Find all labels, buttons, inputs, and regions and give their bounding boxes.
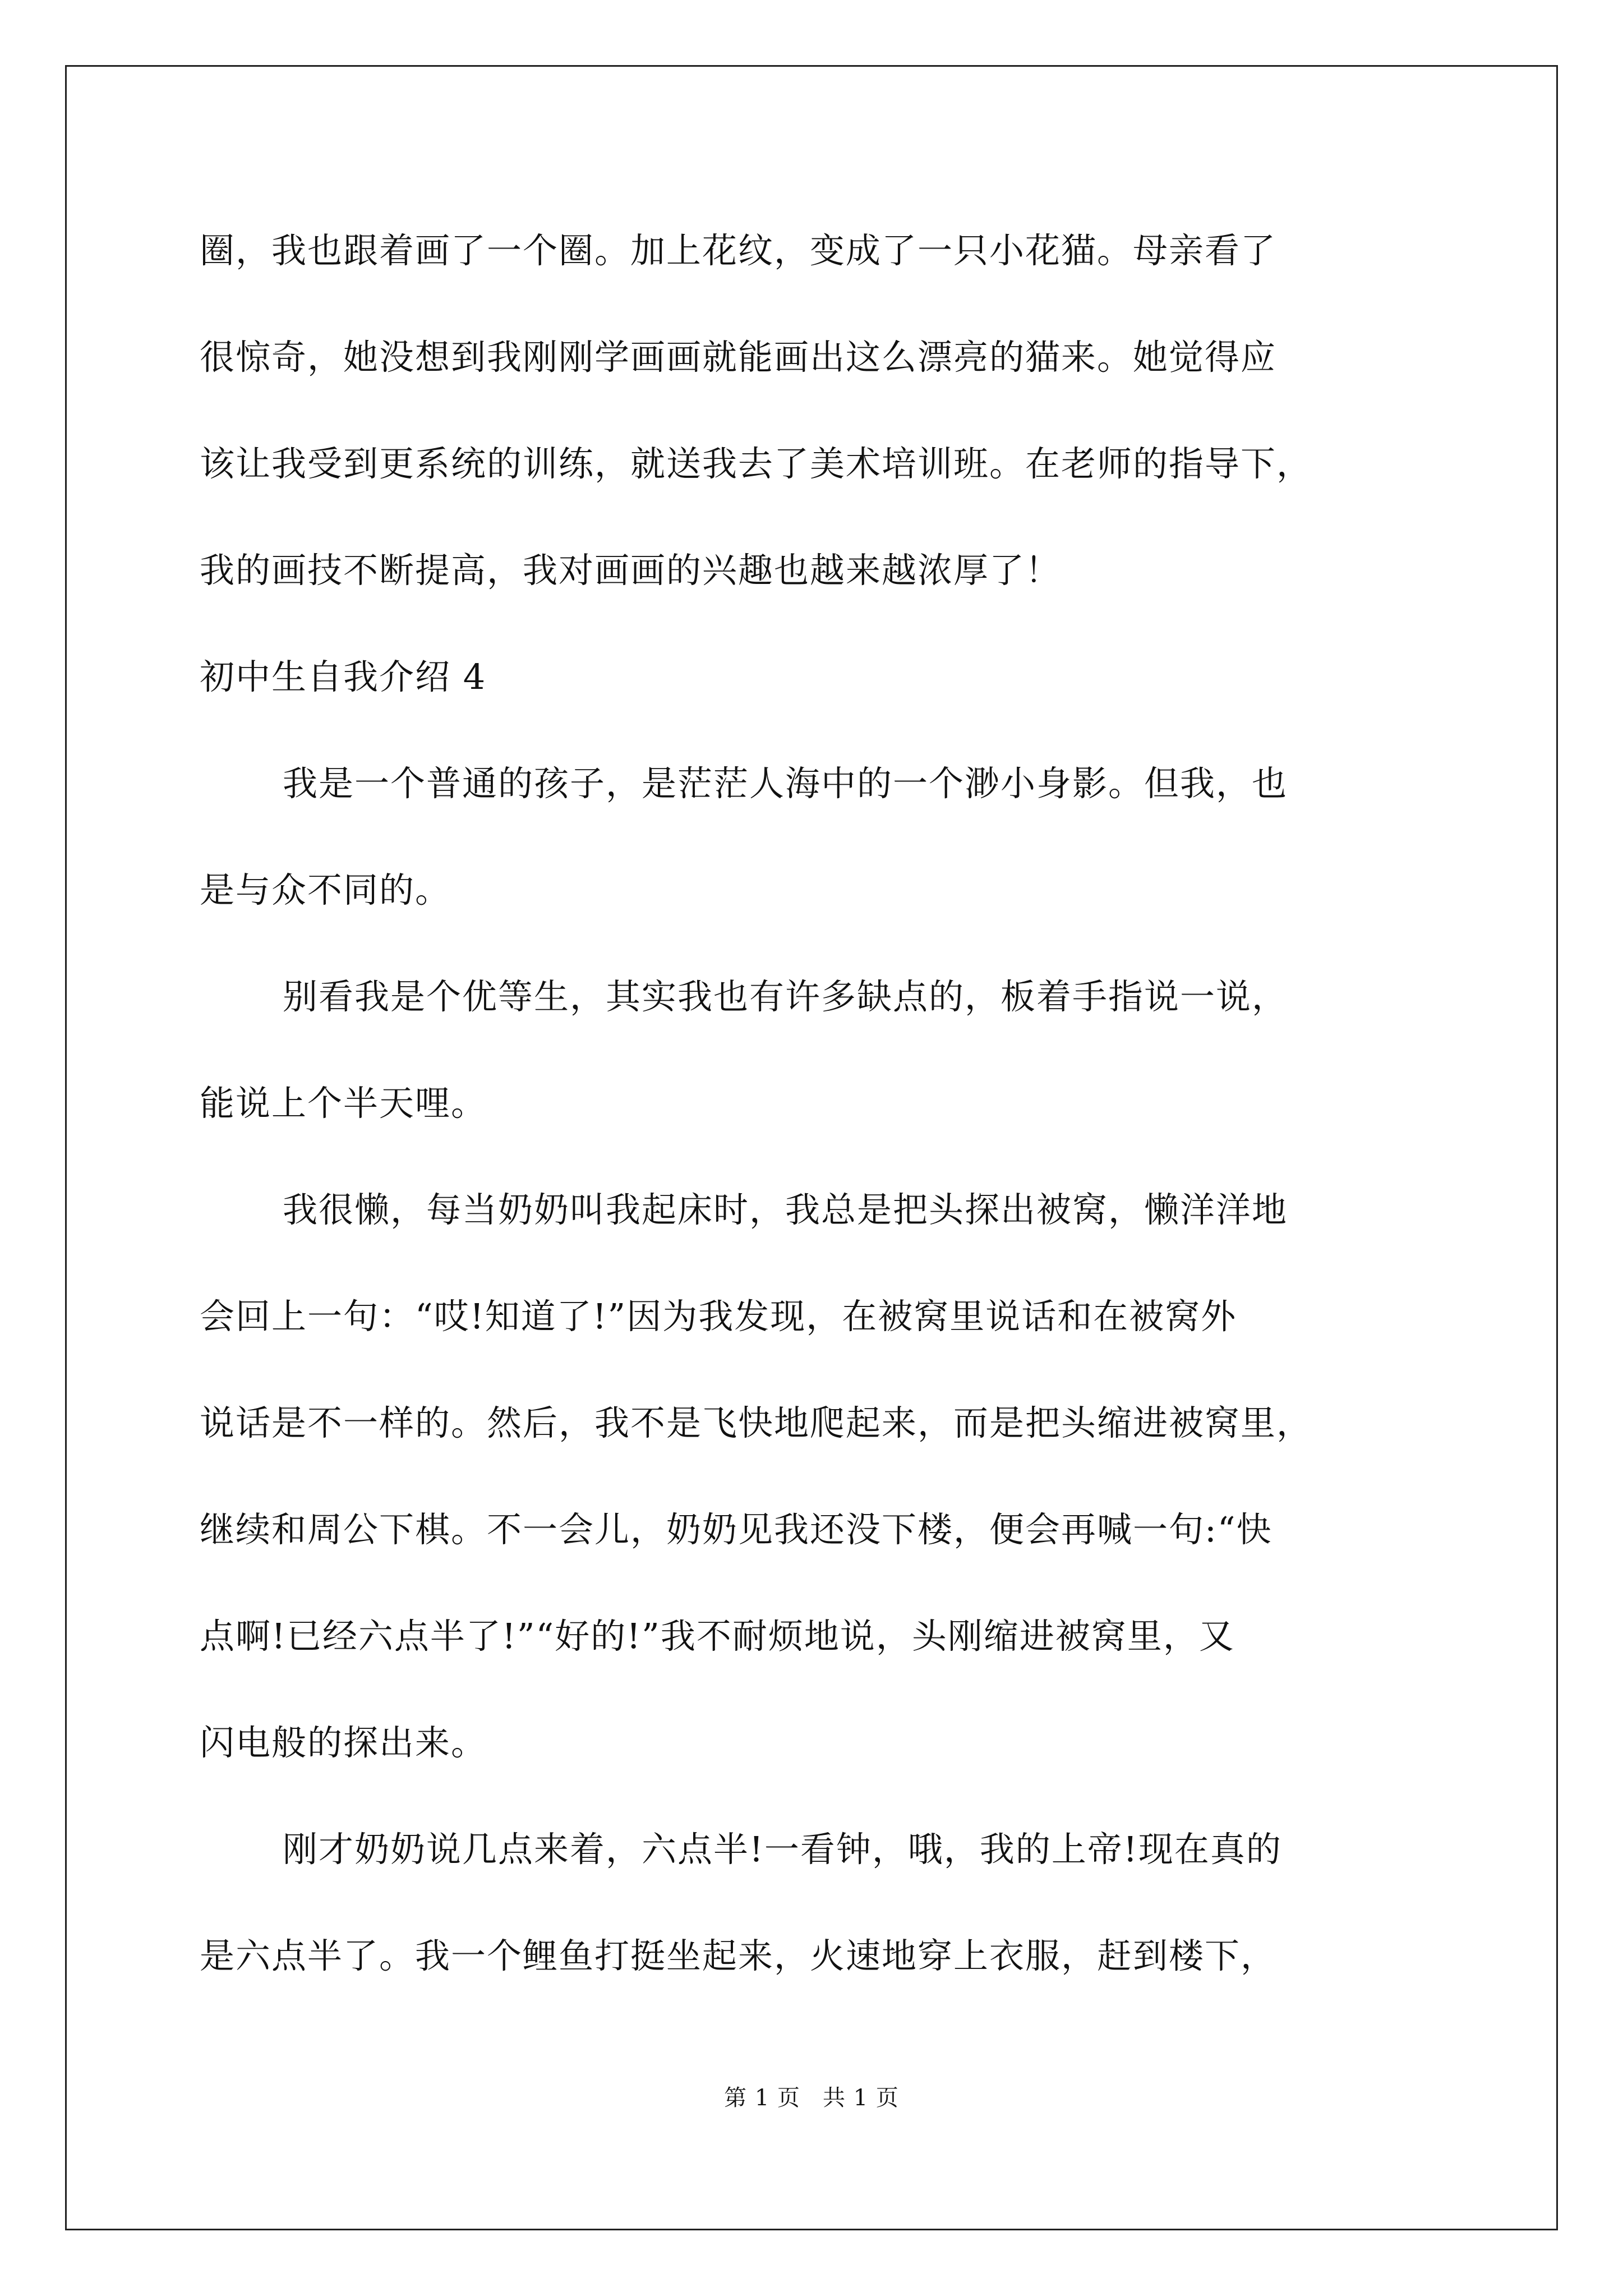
page-number: 第 1 页: [724, 2085, 800, 2111]
document-body: [200, 197, 1467, 2009]
text-line-2: 很惊奇，她没想到我刚刚学画画就能画出这么漂亮的猫来。她觉得应: [200, 337, 1277, 378]
text-line-10: 我很懒，每当奶奶叫我起床时，我总是把头探出被窝，懒洋洋地: [283, 1189, 1288, 1230]
text-line-4: 我的画技不断提高，我对画画的兴趣也越来越浓厚了！: [200, 550, 1062, 591]
text-line-1: 圈，我也跟着画了一个圈。加上花纹，变成了一只小花猫。母亲看了: [200, 230, 1277, 271]
text-line-8: 别看我是个优等生，其实我也有许多缺点的，板着手指说一说，: [283, 976, 1288, 1017]
text-line-13: 继续和周公下棋。不一会儿，奶奶见我还没下楼，便会再喊一句:“快: [200, 1509, 1272, 1550]
text-line-7: 是与众不同的。: [200, 869, 451, 910]
text-line-12: 说话是不一样的。然后，我不是飞快地爬起来，而是把头缩进被窝里，: [200, 1402, 1313, 1443]
text-line-17: 是六点半了。我一个鲤鱼打挺坐起来，火速地穿上衣服，赶到楼下，: [200, 1935, 1277, 1976]
section-heading: 初中生自我介绍 4: [200, 656, 487, 697]
text-line-16: 刚才奶奶说几点来着，六点半!一看钟，哦，我的上帝!现在真的: [283, 1829, 1282, 1870]
text-line-15: 闪电般的探出来。: [200, 1722, 487, 1763]
page-footer: [0, 2081, 1623, 2115]
page-total: 共 1 页: [823, 2085, 899, 2111]
text-line-9: 能说上个半天哩。: [200, 1083, 487, 1124]
text-line-6: 我是一个普通的孩子，是茫茫人海中的一个渺小身影。但我，也: [283, 763, 1288, 804]
text-line-3: 该让我受到更系统的训练，就送我去了美术培训班。在老师的指导下，: [200, 443, 1313, 484]
text-line-11: 会回上一句：“哎!知道了!”因为我发现，在被窝里说话和在被窝外: [200, 1296, 1237, 1337]
text-line-14: 点啊!已经六点半了!”“好的!”我不耐烦地说，头刚缩进被窝里，又: [200, 1616, 1235, 1657]
